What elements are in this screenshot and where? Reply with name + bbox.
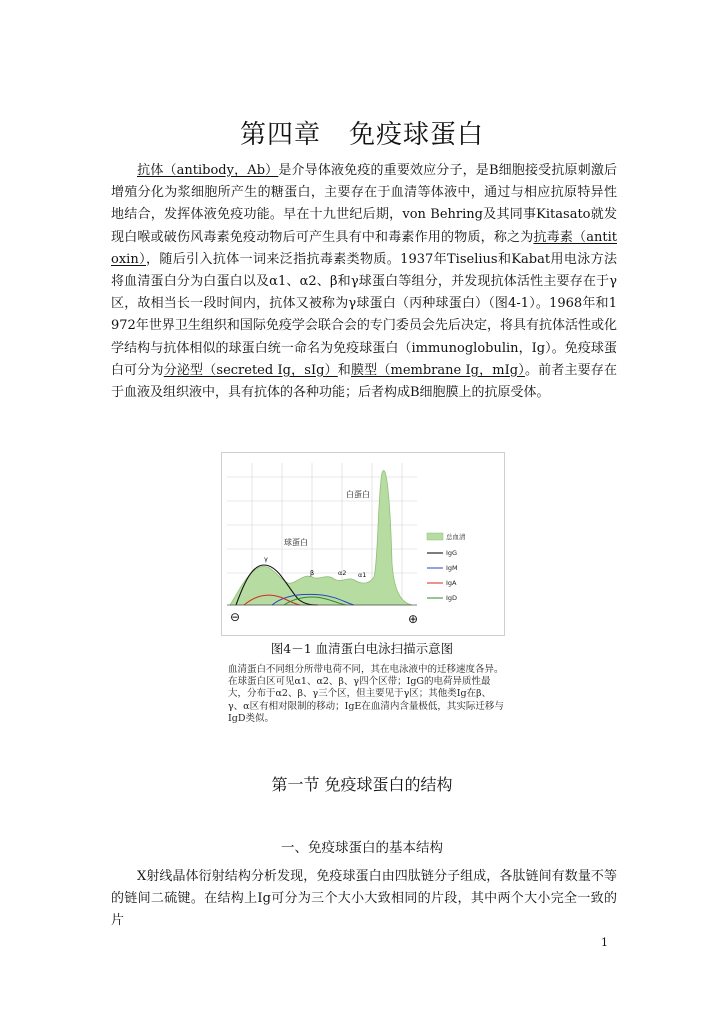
gamma-label: γ: [264, 555, 268, 563]
term-antibody: 抗体（antibody，Ab）: [137, 163, 279, 178]
globulin-label: 球蛋白: [284, 538, 308, 547]
intro-paragraph: [111, 160, 617, 404]
electrophoresis-figure: [221, 452, 505, 636]
term-antitoxin: 抗毒素（antitoxin）: [111, 229, 617, 267]
structure-text: X射线晶体衍射结构分析发现，免疫球蛋白由四肽链分子组成，各肽链间有数量不等的链间二硫键。在结构上Ig可分为三个大小大致相同的片段，其中两个大小完全一致的片: [111, 869, 617, 929]
subsection-title: 一、免疫球蛋白的基本结构: [281, 840, 443, 856]
cathode-icon: ⊖: [230, 610, 241, 624]
intro-text-4: 。前者主要存在于血液及组织液中，具有抗体的各种功能；后者构成B细胞膜上的抗原受体。: [111, 362, 617, 401]
alpha2-label: α2: [338, 569, 347, 577]
intro-text-3: 和: [337, 362, 351, 378]
structure-paragraph: [111, 866, 617, 933]
legend-label-total: 总血清: [446, 533, 466, 541]
intro-text-2: ，随后引入抗体一词来泛指抗毒素类物质。1937年Tiselius和Kabat用电泳方法将血清蛋白分为白蛋白以及α1、α2、β和γ球蛋白等组分，并发现抗体活性主要存在于γ区，故相当长一段时间内，抗体又被称为γ球蛋白（丙种球蛋白）（图4-1）。1968年和1972年世界卫生组织和国际免疫学会联合会的专门委员会先后决定，将具有抗体活性或化学结构与抗体相似的球蛋白统一命名为免疫球蛋白（immunoglobulin，Ig）。免疫球蛋白可分为: [111, 251, 617, 378]
intro-text-1: 是介导体液免疫的重要效应分子，是B细胞接受抗原刺激后增殖分化为浆细胞所产生的糖蛋白，主要存在于血清等体液中，通过与相应抗原特异性地结合，发挥体液免疫功能。早在十九世纪后期，von Behring及其同事Kitasato就发现白喉或破伤风毒素免疫动物后可产生具有中和毒素作用的物质，称之为: [111, 163, 617, 245]
figure-caption: 图4－1 血清蛋白电泳扫描示意图: [270, 641, 454, 656]
term-secreted: 分泌型（secreted Ig，sIg）: [163, 362, 338, 378]
chapter-number: 第四章: [239, 120, 321, 150]
alpha1-label: α1: [358, 571, 367, 579]
albumin-label: 白蛋白: [346, 490, 370, 499]
legend: [427, 532, 466, 602]
legend-label-igg: IgG: [446, 549, 458, 557]
term-membrane: 膜型（membrane Ig，mIg）: [350, 362, 525, 378]
page-number: 1: [601, 936, 608, 949]
section-title: 第一节 免疫球蛋白的结构: [271, 775, 453, 794]
anode-icon: ⊕: [408, 612, 419, 626]
legend-label-igd: IgD: [446, 594, 458, 602]
electrophoresis-chart: [222, 453, 504, 635]
beta-label: β: [310, 569, 315, 577]
legend-label-iga: IgA: [446, 579, 457, 587]
legend-label-igm: IgM: [446, 564, 458, 572]
chapter-name: 免疫球蛋白: [349, 120, 485, 150]
figure-note: 血清蛋白不同组分所带电荷不同，其在电泳液中的迁移速度各异。在球蛋白区可见α1、α2、β、γ四个区带；IgG的电荷异质性最大，分布于α2、β、γ三个区，但主要见于γ区；其他类Ig在β、γ、α区有相对限制的移动；IgE在血清内含量极低，其实际迁移与IgD类似。: [228, 664, 504, 724]
chapter-title: [0, 114, 724, 151]
legend-swatch-total: [427, 533, 443, 540]
